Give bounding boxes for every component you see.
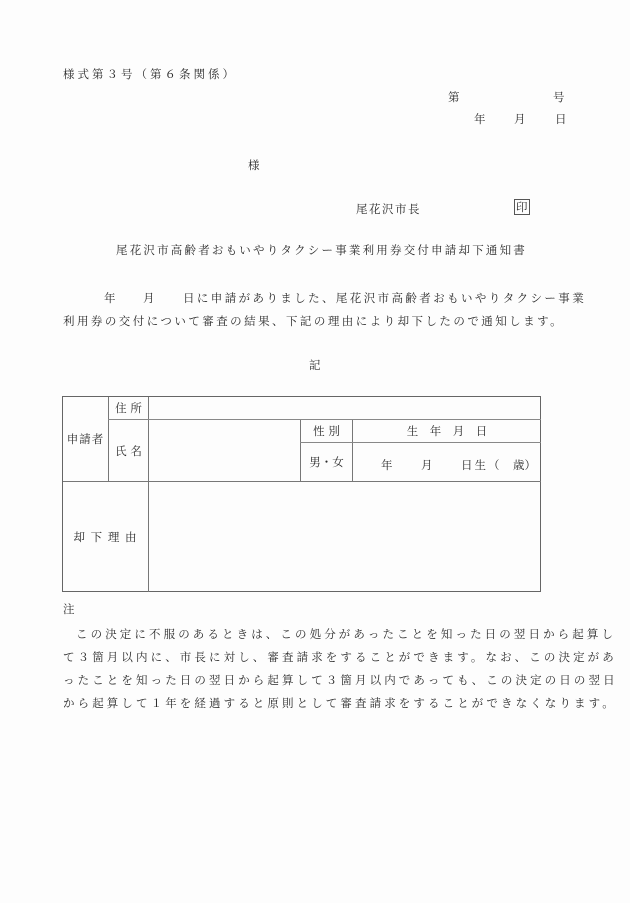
issuer-name: 尾花沢市長 [356, 202, 421, 216]
note-line-3: ったことを知った日の翌日から起算して３箇月以内であっても、この決定の日の翌日 [63, 673, 618, 687]
age-suffix: 歳） [513, 458, 536, 472]
note-heading: 注 [63, 602, 75, 616]
reason-field[interactable] [149, 482, 541, 592]
body-line-1: 日に申請がありました、尾花沢市高齢者おもいやりタクシー事業 [183, 291, 587, 305]
birth-month: 月 [421, 458, 433, 472]
applicant-table [62, 396, 541, 592]
gender-label: 性 別 [313, 424, 340, 438]
note-line-2: て３箇月以内に、市長に対し、審査請求をすることができます。なお、この決定があ [63, 650, 617, 664]
form-number: 様式第３号（第６条関係） [63, 67, 237, 81]
date-month: 月 [514, 112, 526, 126]
doc-number-suffix: 号 [553, 90, 565, 104]
name-label: 氏 名 [115, 443, 142, 458]
reason-label: 却 下 理 由 [73, 530, 138, 544]
name-field[interactable] [149, 420, 300, 481]
note-line-4: から起算して１年を経過すると原則として審査請求をすることができなくなります。 [63, 696, 617, 710]
applicant-label: 申請者 [66, 432, 105, 446]
note-line-1: この決定に不服のあるときは、この処分があったことを知った日の翌日から起算し [76, 627, 617, 641]
doc-number-prefix: 第 [448, 90, 460, 104]
birth-year: 年 [381, 458, 393, 472]
birth-day: 日生（ [461, 458, 502, 472]
seal-mark: 印 [516, 200, 528, 214]
body-line-2: 利用券の交付について審査の結果、下記の理由により却下したので通知します。 [63, 314, 565, 328]
birthdate-label: 生 年 月 日 [406, 424, 488, 438]
body-month: 月 [143, 291, 155, 305]
address-label: 住 所 [115, 401, 142, 415]
document-title: 尾花沢市高齢者おもいやりタクシー事業利用券交付申請却下通知書 [116, 243, 527, 257]
recipient-honorific: 様 [248, 158, 260, 172]
gender-options[interactable]: 男・女 [309, 455, 344, 469]
body-year: 年 [104, 291, 116, 305]
address-field[interactable] [149, 397, 541, 419]
date-year: 年 [474, 112, 486, 126]
date-day: 日 [555, 112, 567, 126]
ki-label: 記 [309, 358, 321, 372]
